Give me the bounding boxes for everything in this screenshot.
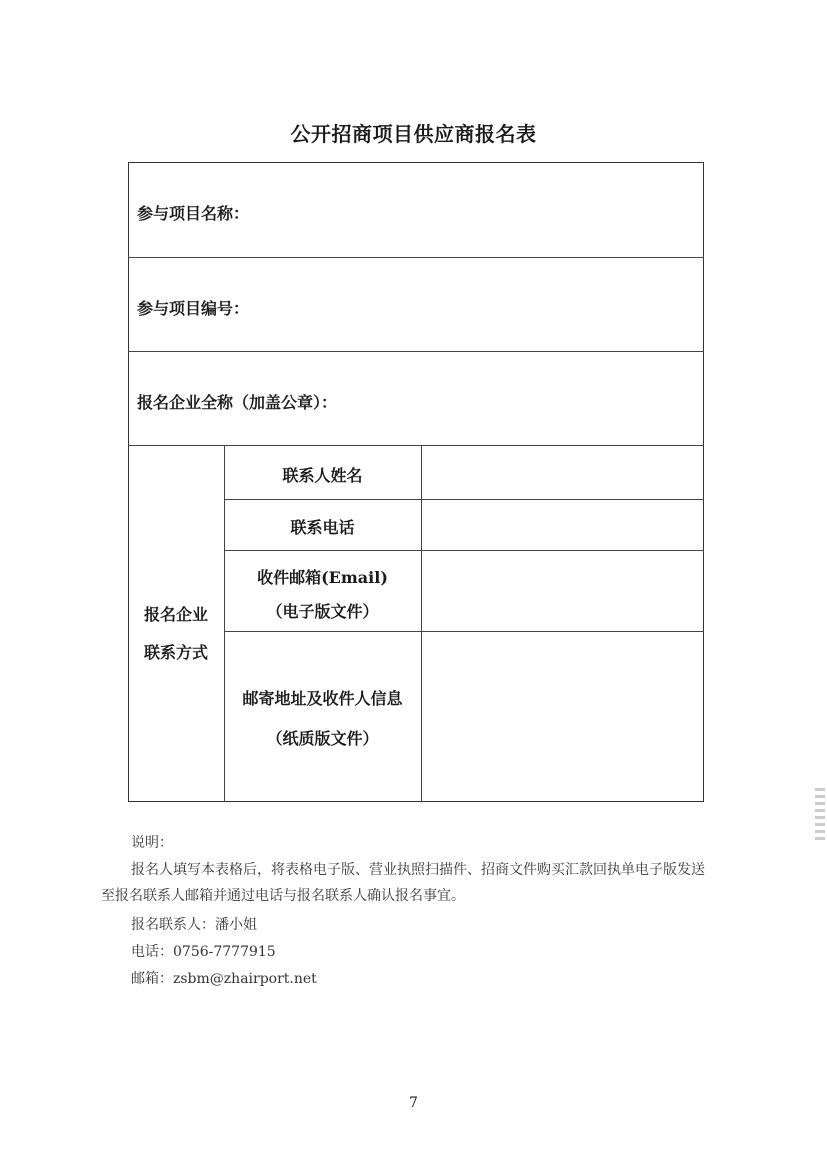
notes-heading: 说明： <box>131 835 173 851</box>
project-number-field[interactable] <box>360 275 690 335</box>
mailing-address-field[interactable] <box>423 633 702 799</box>
row-divider <box>128 257 704 258</box>
contact-section-label-line2: 联系方式 <box>143 643 208 662</box>
contact-phone-label: 联系电话 <box>290 518 355 537</box>
notes-paragraph-line2: 至报名联系人邮箱并通过电话与报名联系人确认报名事宜。 <box>101 888 465 904</box>
row-divider <box>224 550 704 551</box>
company-name-label: 报名企业全称（加盖公章）： <box>137 393 338 412</box>
email-label-line2: （电子版文件） <box>266 602 379 621</box>
contact-name-field[interactable] <box>423 447 702 497</box>
project-name-field[interactable] <box>360 180 690 240</box>
mailing-address-label-line2: （纸质版文件） <box>266 729 379 748</box>
contact-section-label-line1: 报名企业 <box>143 605 208 624</box>
email-label-line1: 收件邮箱(Email) <box>257 568 388 587</box>
notes-contact: 报名联系人：潘小姐 <box>131 917 257 933</box>
notes-paragraph-line1: 报名人填写本表格后，将表格电子版、营业执照扫描件、招商文件购买汇款回执单电子版发送 <box>131 862 705 878</box>
row-divider <box>128 445 704 446</box>
project-number-label: 参与项目编号： <box>137 299 250 318</box>
email-field[interactable] <box>423 552 702 629</box>
contact-section-label <box>128 596 224 672</box>
project-name-label: 参与项目名称： <box>137 204 250 223</box>
page-title: 公开招商项目供应商报名表 <box>290 122 537 146</box>
notes-email: 邮箱：zsbm@zhairport.net <box>131 971 317 987</box>
row-divider <box>128 351 704 352</box>
seal-edge-mark <box>815 788 825 840</box>
contact-phone-field[interactable] <box>423 501 702 548</box>
email-label <box>224 561 421 629</box>
company-name-field[interactable] <box>400 369 690 429</box>
row-divider <box>224 631 704 632</box>
page-number: 7 <box>409 1095 418 1111</box>
mailing-address-label <box>224 679 421 759</box>
row-divider <box>224 499 704 500</box>
mailing-address-label-line1: 邮寄地址及收件人信息 <box>242 689 403 708</box>
contact-name-label: 联系人姓名 <box>282 466 363 485</box>
column-divider <box>421 445 422 802</box>
notes-phone: 电话：0756-7777915 <box>131 944 276 960</box>
